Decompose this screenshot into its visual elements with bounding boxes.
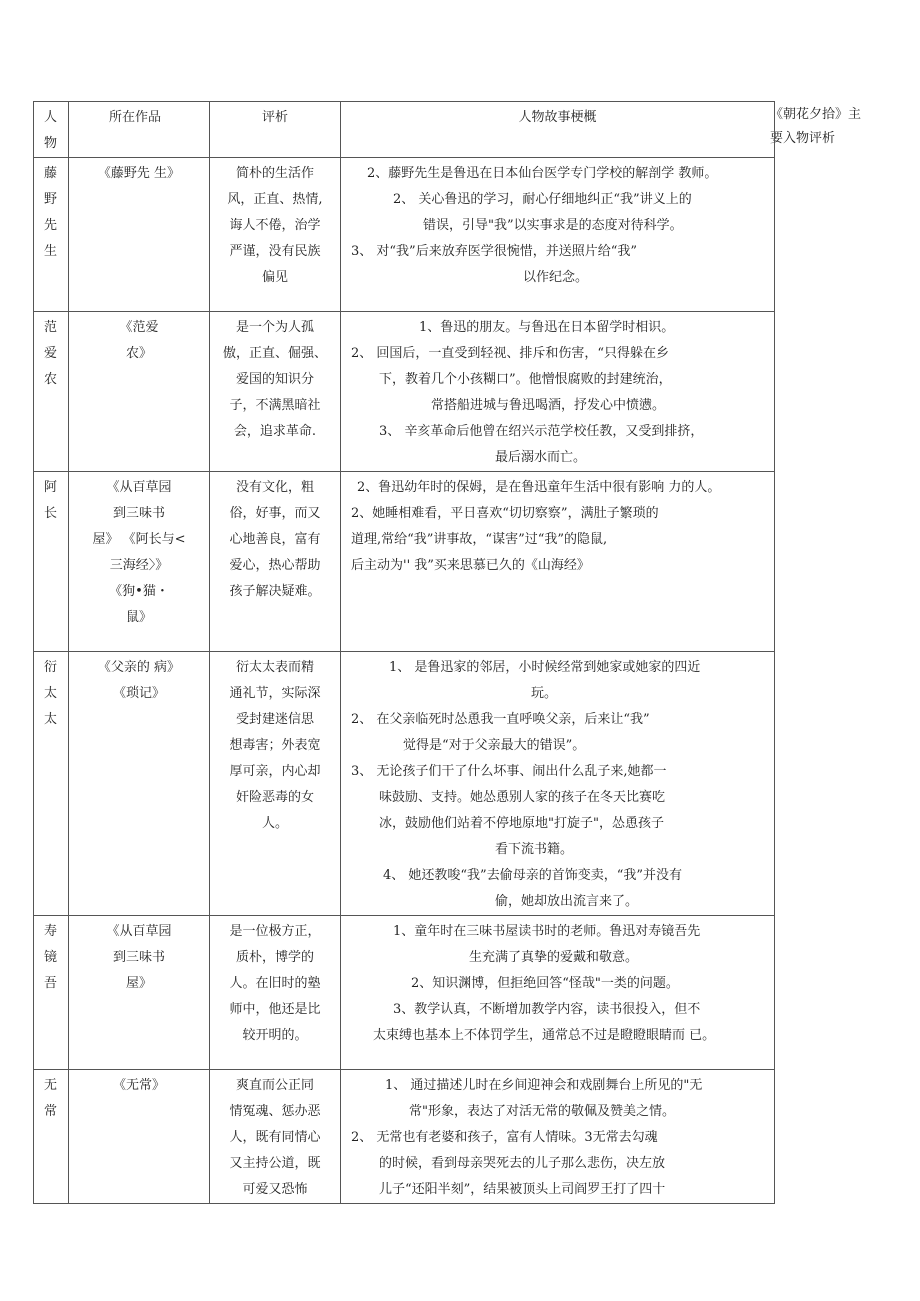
- work-cell: [69, 916, 210, 1070]
- work-line: 《无常》: [112, 1078, 165, 1093]
- work-cell: [69, 1070, 210, 1204]
- side-note-line: 要入物评析: [770, 131, 836, 146]
- name-char: 常: [44, 1104, 58, 1119]
- work-line: 《范爱: [119, 320, 159, 335]
- table-row: [34, 158, 775, 312]
- eval-line: 风，正直、热情,: [227, 192, 323, 207]
- eval-line: 子，不满黑暗社: [229, 398, 321, 413]
- eval-line: 情冤魂、惩办恶: [229, 1104, 321, 1119]
- name-char: 野: [44, 192, 58, 207]
- name-char: 吾: [44, 976, 58, 991]
- header-story: [341, 102, 775, 158]
- eval-line: 爱国的知识分: [235, 372, 314, 387]
- story-line: 以作纪念。: [523, 270, 589, 285]
- eval-line: 心地善良，富有: [229, 532, 321, 547]
- side-note: [770, 103, 890, 151]
- story-line: 儿子“还阳半刻”，结果被顶头上司阎罗王打了四十: [379, 1182, 666, 1197]
- eval-line: 衍太太表而精: [235, 660, 314, 675]
- eval-line: 受封建迷信思: [235, 712, 314, 727]
- story-line: 冰，鼓励他们站着不停地原地"打旋子"，怂恿孩子: [379, 816, 664, 831]
- name-char: 无: [44, 1078, 58, 1093]
- table-row: [34, 472, 775, 652]
- story-line: 2、 无常也有老婆和孩子，富有人情味。3无常去勾魂: [351, 1130, 658, 1145]
- story-line: 下，教着几个小孩糊口”。他憎恨腐败的封建统治，: [379, 372, 672, 387]
- eval-line: 简朴的生活作: [235, 166, 314, 181]
- header-story-label: 人物故事梗概: [518, 110, 597, 125]
- header-eval: [210, 102, 341, 158]
- work-cell: [69, 472, 210, 652]
- eval-line: 诲人不倦，治学: [229, 218, 321, 233]
- person-name-cell: [34, 916, 69, 1070]
- work-line: 《藤野先 生》: [97, 166, 181, 181]
- person-name-cell: [34, 652, 69, 916]
- story-cell: [341, 158, 775, 312]
- work-cell: [69, 652, 210, 916]
- eval-line: 奸险恶毒的女: [235, 790, 314, 805]
- person-name-cell: [34, 472, 69, 652]
- table-row: [34, 312, 775, 472]
- eval-cell: [210, 158, 341, 312]
- story-line: 常"形象，表达了对活无常的敬佩及赞美之情。: [409, 1104, 675, 1119]
- work-cell: [69, 158, 210, 312]
- table-row: [34, 652, 775, 916]
- work-line: 到三味书: [112, 950, 165, 965]
- eval-line: 厚可亲，内心却: [229, 764, 321, 779]
- name-char: 范: [44, 320, 58, 335]
- eval-cell: [210, 652, 341, 916]
- eval-line: 想毒害；外表宽: [229, 738, 321, 753]
- story-line: 3、 无论孩子们干了什么坏事、闹出什么乱子来,她都一: [351, 764, 667, 779]
- work-line: 《狗•猫・: [109, 584, 169, 599]
- work-line: 鼠》: [125, 610, 152, 625]
- table-row: [34, 1070, 775, 1204]
- work-line: 屋》 《阿长与<: [92, 532, 186, 547]
- eval-line: 爽直而公正同: [235, 1078, 314, 1093]
- story-line: 太束缚也基本上不体罚学生，通常总不过是瞪瞪眼睛而 已。: [373, 1028, 716, 1043]
- name-char: 先: [44, 218, 58, 233]
- story-line: 4、 她还教唆“我”去偷母亲的首饰变卖，“我”并没有: [383, 868, 682, 883]
- story-cell: [341, 472, 775, 652]
- eval-line: 质朴，博学的: [235, 950, 314, 965]
- story-line: 最后溺水而亡。: [495, 450, 587, 465]
- story-cell: [341, 652, 775, 916]
- header-work-label: 所在作品: [109, 110, 162, 125]
- name-char: 农: [44, 372, 58, 387]
- eval-line: 可爱又恐怖: [242, 1182, 308, 1197]
- eval-line: 会，追求革命.: [233, 424, 317, 439]
- work-line: 到三味书: [112, 506, 165, 521]
- work-line: 三海经〉》: [109, 558, 169, 573]
- story-line: 看下流书籍。: [495, 842, 574, 857]
- eval-line: 通礼节，实际深: [229, 686, 321, 701]
- story-line: 1、 是鲁迅家的邻居，小时候经常到她家或她家的四近: [389, 660, 701, 675]
- eval-line: 较开明的。: [242, 1028, 308, 1043]
- eval-cell: [210, 472, 341, 652]
- eval-line: 人。: [261, 816, 288, 831]
- eval-line: 傲，正直、倔强、: [222, 346, 327, 361]
- work-line: 农》: [125, 346, 152, 361]
- name-char: 镜: [44, 950, 58, 965]
- work-line: 屋》: [125, 976, 152, 991]
- story-line: 2、藤野先生是鲁迅在日本仙台医学专门学校的解剖学 教师。: [367, 166, 718, 181]
- story-line: 2、 关心鲁迅的学习，耐心仔细地纠正“我”讲义上的: [393, 192, 692, 207]
- eval-line: 偏见: [261, 270, 288, 285]
- story-line: 3、 对“我”后来放弃医学很惋惜，并送照片给“我”: [351, 244, 637, 259]
- eval-line: 又主持公道，既: [229, 1156, 321, 1171]
- header-eval-label: 评析: [261, 110, 288, 125]
- story-line: 味鼓励、支持。她怂恿别人家的孩子在冬天比赛吃: [379, 790, 666, 805]
- name-char: 衍: [44, 660, 58, 675]
- story-line: 2、 在父亲临死时怂恿我一直呼唤父亲，后来让“我”: [351, 712, 650, 727]
- work-line: 《从百草园: [106, 924, 172, 939]
- story-line: 道理,常给“我”讲事故，“谋害”过“我”的隐鼠,: [351, 532, 608, 547]
- eval-cell: [210, 312, 341, 472]
- story-line: 生充满了真挚的爱戴和敬意。: [469, 950, 639, 965]
- character-table: [33, 101, 775, 1204]
- eval-line: 孩子解决疑难。: [229, 584, 321, 599]
- person-name-cell: [34, 1070, 69, 1204]
- story-cell: [341, 312, 775, 472]
- work-line: 《父亲的 病》: [97, 660, 181, 675]
- eval-cell: [210, 916, 341, 1070]
- story-line: 2、知识渊博，但拒绝回答“怪哉"一类的问题。: [411, 976, 679, 991]
- story-cell: [341, 1070, 775, 1204]
- eval-line: 严谨，没有民族: [229, 244, 321, 259]
- eval-line: 人。在旧时的塾: [229, 976, 321, 991]
- header-person-line: 物: [44, 136, 58, 151]
- side-note-line: 《朝花夕拾》主: [770, 107, 862, 122]
- story-line: 错误，引导"我”以实事求是的态度对待科学。: [423, 218, 683, 233]
- name-char: 寿: [44, 924, 58, 939]
- story-line: 玩。: [531, 686, 558, 701]
- table-row: [34, 916, 775, 1070]
- story-line: 3、 辛亥革命后他曾在绍兴示范学校任教，又受到排挤，: [379, 424, 704, 439]
- header-work: [69, 102, 210, 158]
- story-line: 觉得是“对于父亲最大的错误”。: [403, 738, 586, 753]
- eval-cell: [210, 1070, 341, 1204]
- story-line: 的时候，看到母亲哭死去的儿子那么悲伤，决左放: [379, 1156, 666, 1171]
- story-line: 2、鲁迅幼年时的保姆，是在鲁迅童年生活中很有影响 力的人。: [357, 480, 721, 495]
- eval-line: 是一个为人孤: [235, 320, 314, 335]
- eval-line: 没有文化，粗: [235, 480, 314, 495]
- name-char: 长: [44, 506, 58, 521]
- eval-line: 人，既有同情心: [229, 1130, 321, 1145]
- name-char: 生: [44, 244, 58, 259]
- story-line: 常搭船进城与鲁迅喝酒，抒发心中愤懑。: [431, 398, 666, 413]
- eval-line: 俗，好事，而又: [229, 506, 321, 521]
- story-line: 2、 回国后，一直受到轻视、排斥和伤害，“只得躲在乡: [351, 346, 670, 361]
- story-line: 1、童年时在三味书屋读书时的老师。鲁迅对寿镜吾先: [393, 924, 701, 939]
- story-line: 1、鲁迅的朋友。与鲁迅在日本留学时相识。: [419, 320, 675, 335]
- header-person-line: 人: [44, 110, 58, 125]
- table-header-row: [34, 102, 775, 158]
- story-line: 3、教学认真，不断增加教学内容，读书很投入，但不: [393, 1002, 701, 1017]
- name-char: 藤: [44, 166, 58, 181]
- name-char: 太: [44, 712, 58, 727]
- person-name-cell: [34, 158, 69, 312]
- name-char: 爱: [44, 346, 58, 361]
- eval-line: 爱心，热心帮助: [229, 558, 321, 573]
- story-line: 偷，她却放出流言来了。: [495, 894, 639, 909]
- story-line: 1、 通过描述儿时在乡间迎神会和戏剧舞台上所见的"无: [385, 1078, 703, 1093]
- name-char: 太: [44, 686, 58, 701]
- eval-line: 是一位极方正，: [229, 924, 321, 939]
- work-line: 《从百草园: [106, 480, 172, 495]
- eval-line: 师中，他还是比: [229, 1002, 321, 1017]
- person-name-cell: [34, 312, 69, 472]
- story-line: 2、她睡相难看，平日喜欢“切切察察”，满肚子繁琐的: [351, 506, 659, 521]
- story-line: 后主动为'' 我”买来思慕已久的《山海经》: [351, 558, 590, 573]
- name-char: 阿: [44, 480, 58, 495]
- story-cell: [341, 916, 775, 1070]
- work-line: 《琐记》: [112, 686, 165, 701]
- work-cell: [69, 312, 210, 472]
- header-person: [34, 102, 69, 158]
